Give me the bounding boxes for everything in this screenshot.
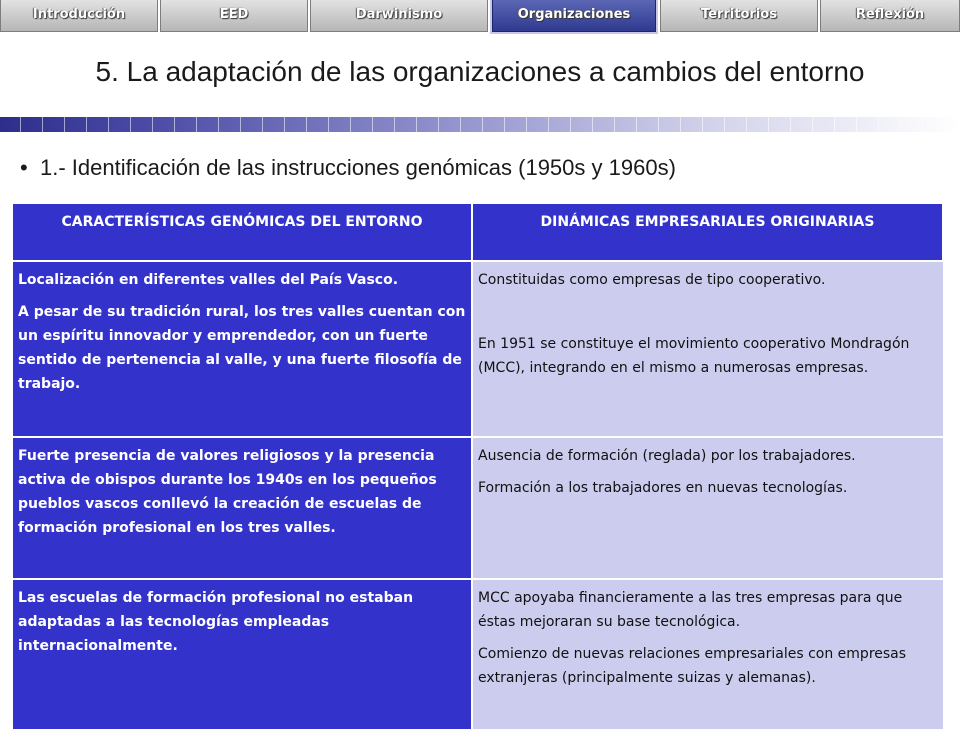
table-row (13, 579, 943, 729)
gradient-segment (218, 117, 219, 132)
page-title: 5. La adaptación de las organizaciones a cambios del entorno (95, 56, 865, 87)
cell-text: Constituidas como empresas de tipo cooperativo. (478, 272, 826, 288)
tab-territorios[interactable]: Territorios (660, 0, 818, 32)
gradient-segment (658, 117, 659, 132)
cell-text: MCC apoyaba financieramente a las tres empresas para que éstas mejoraran su base tecnológica. (478, 590, 903, 630)
gradient-segment (592, 117, 593, 132)
cell-text: Las escuelas de formación profesional no estaban adaptadas a las tecnologías empleadas internacionalmente. (18, 590, 414, 654)
gradient-segment (196, 117, 197, 132)
gradient-segment (812, 117, 813, 132)
gradient-segment (856, 117, 857, 132)
gradient-segment (548, 117, 549, 132)
gradient-segment (680, 117, 681, 132)
gradient-segment (460, 117, 461, 132)
gradient-segment (262, 117, 263, 132)
gradient-segment (504, 117, 505, 132)
gradient-segment (724, 117, 725, 132)
row-3-dynamics (472, 579, 943, 729)
gradient-segment (438, 117, 439, 132)
tab-introduccion[interactable]: Introducción (0, 0, 158, 32)
gradient-segment (20, 117, 21, 132)
gradient-segment (526, 117, 527, 132)
gradient-segment (130, 117, 131, 132)
cell-text: Localización en diferentes valles del País Vasco. (18, 272, 399, 288)
gradient-segment (64, 117, 65, 132)
row-2-characteristics (13, 437, 472, 579)
row-3-characteristics (13, 579, 472, 729)
gradient-segment (944, 117, 945, 132)
gradient-segment (306, 117, 307, 132)
gradient-segment (86, 117, 87, 132)
gradient-segment (394, 117, 395, 132)
bullet-text: 1.- Identificación de las instrucciones genómicas (1950s y 1960s) (40, 155, 676, 180)
gradient-segment (768, 117, 769, 132)
gradient-segment (328, 117, 329, 132)
gradient-segment (834, 117, 835, 132)
gradient-segment (482, 117, 483, 132)
row-2-dynamics (472, 437, 943, 579)
header-business-dynamics: DINÁMICAS EMPRESARIALES ORIGINARIAS (472, 204, 943, 261)
tab-eed[interactable]: EED (160, 0, 308, 32)
cell-text: En 1951 se constituye el movimiento cooperativo Mondragón (MCC), integrando en el mismo a numerosas empresas. (478, 336, 910, 376)
cell-text: A pesar de su tradición rural, los tres valles cuentan con un espíritu innovador y emprendedor, con un fuerte sentido de pertenencia al valle, y una fuerte filosofía de trabajo. (18, 304, 466, 392)
gradient-segment (900, 117, 901, 132)
gradient-segment (878, 117, 879, 132)
row-1-characteristics (13, 261, 472, 437)
gradient-segment (152, 117, 153, 132)
tab-reflexion[interactable]: Reflexión (820, 0, 960, 32)
gradient-segment (922, 117, 923, 132)
bullet-dot-icon: • (20, 155, 28, 180)
gradient-segment (570, 117, 571, 132)
table-row (13, 437, 943, 579)
gradient-segment (702, 117, 703, 132)
cell-text: Formación a los trabajadores en nuevas tecnologías. (478, 480, 848, 496)
gradient-segment (746, 117, 747, 132)
table-row (13, 261, 943, 437)
gradient-segment (42, 117, 43, 132)
top-navigation (0, 0, 960, 34)
tab-organizaciones[interactable]: Organizaciones (492, 0, 656, 32)
gradient-segment (108, 117, 109, 132)
header-genomic-characteristics: CARACTERÍSTICAS GENÓMICAS DEL ENTORNO (13, 204, 472, 261)
gradient-segment (372, 117, 373, 132)
gradient-segment (350, 117, 351, 132)
gradient-segment (416, 117, 417, 132)
row-1-dynamics (472, 261, 943, 437)
gradient-segment (614, 117, 615, 132)
gradient-segment (790, 117, 791, 132)
cell-text: Ausencia de formación (reglada) por los trabajadores. (478, 448, 856, 464)
characteristics-table (13, 204, 944, 729)
gradient-segment (240, 117, 241, 132)
cell-text: Fuerte presencia de valores religiosos y la presencia activa de obispos durante los 1940s en los pequeños pueblos vascos conllevó la creación de escuelas de formación profesional en los tres valles. (18, 448, 437, 536)
gradient-segment (284, 117, 285, 132)
gradient-segment (174, 117, 175, 132)
tab-darwinismo[interactable]: Darwinismo (310, 0, 488, 32)
cell-text: Comienzo de nuevas relaciones empresariales con empresas extranjeras (principalmente suizas y alemanas). (478, 646, 907, 686)
title-underline-gradient (0, 117, 960, 132)
gradient-segment (636, 117, 637, 132)
bullet-point (20, 155, 676, 181)
table-header-row (13, 204, 943, 261)
